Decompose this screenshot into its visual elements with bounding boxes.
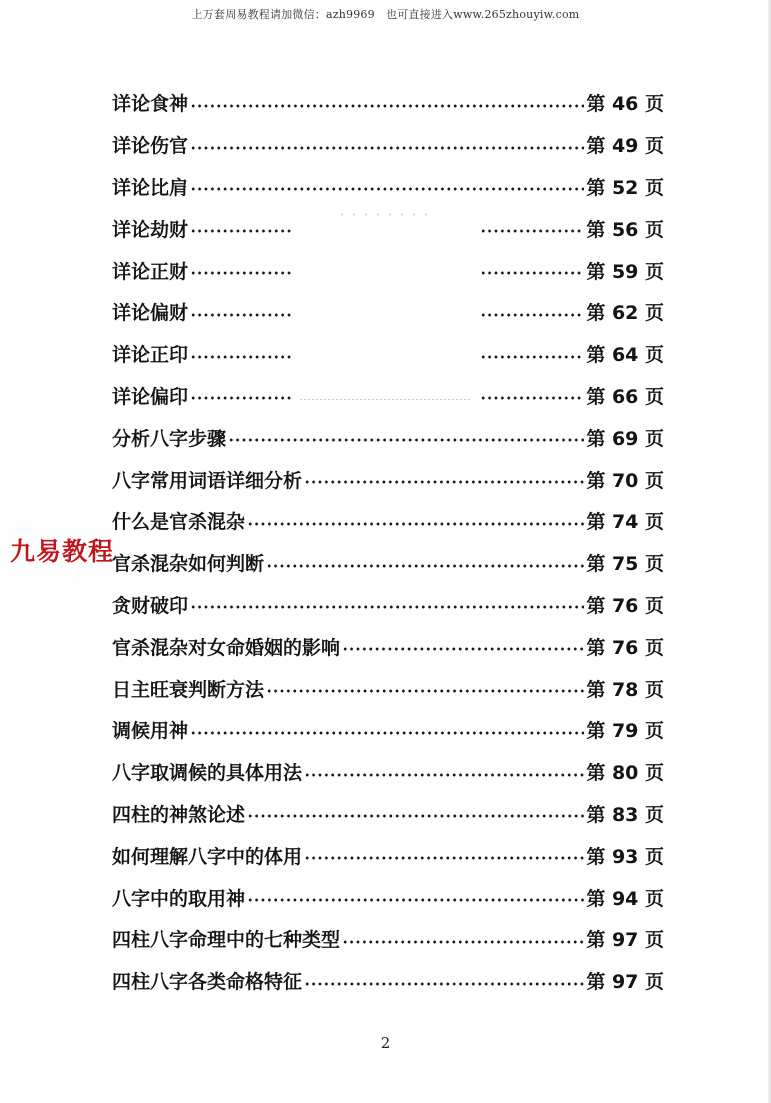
toc-leader-segment [480,355,584,359]
toc-entry-page: 第 76 页 [586,636,664,659]
toc-entry-title: 四柱八字命理中的七种类型 [112,929,341,952]
toc-entry [112,458,664,500]
toc-entry-title: 什么是官杀混杂 [112,511,246,534]
toc-entry [112,207,664,249]
toc-entry-page: 第 80 页 [586,762,664,785]
toc-leader-segment [190,355,294,359]
toc-entry-title: 调候用神 [112,720,189,743]
toc-leader-segment [480,396,584,400]
table-of-contents [112,82,664,1002]
toc-entry-page: 第 49 页 [586,135,664,158]
toc-entry-page: 第 56 页 [586,218,664,241]
toc-entry-title: 八字中的取用神 [112,887,246,910]
toc-leader-dots [190,271,584,275]
toc-entry-title: 详论正财 [112,260,189,283]
toc-entry-title: 四柱的神煞论述 [112,803,246,826]
toc-entry [112,542,664,584]
toc-entry-page: 第 97 页 [586,929,664,952]
toc-entry-title: 详论正印 [112,344,189,367]
toc-entry [112,584,664,626]
toc-entry [112,82,664,124]
toc-entry-title: 如何理解八字中的体用 [112,845,303,868]
toc-entry-page: 第 97 页 [586,971,664,994]
toc-entry [112,333,664,375]
toc-entry [112,876,664,918]
toc-leader-dots [342,940,584,944]
toc-leader-dots [266,564,584,568]
toc-leader-segment [480,313,584,317]
toc-entry-page: 第 79 页 [586,720,664,743]
toc-leader-segment [190,313,294,317]
toc-entry-page: 第 83 页 [586,803,664,826]
toc-leader-dots [247,898,584,902]
toc-entry-title: 详论比肩 [112,176,189,199]
toc-entry-title: 分析八字步骤 [112,427,227,450]
toc-entry [112,667,664,709]
toc-entry [112,500,664,542]
toc-entry-title: 详论偏印 [112,385,189,408]
page-number: 2 [380,1034,391,1052]
toc-entry [112,709,664,751]
toc-entry-page: 第 52 页 [586,176,664,199]
toc-leader-dots [304,856,584,860]
toc-entry-page: 第 94 页 [586,887,664,910]
toc-entry-title: 详论食神 [112,93,189,116]
toc-entry-title: 八字常用词语详细分析 [112,469,303,492]
toc-entry-title: 官杀混杂如何判断 [112,553,265,576]
toc-entry-page: 第 59 页 [586,260,664,283]
toc-leader-dots [304,982,584,986]
toc-leader-segment [190,396,294,400]
toc-entry-title: 贪财破印 [112,594,189,617]
toc-leader-segment [190,229,294,233]
toc-leader-dots [342,647,584,651]
toc-entry [112,375,664,417]
toc-leader-segment [480,271,584,275]
toc-entry-page: 第 74 页 [586,511,664,534]
toc-leader-segment [190,271,294,275]
toc-entry-page: 第 70 页 [586,469,664,492]
toc-entry-page: 第 75 页 [586,553,664,576]
toc-entry [112,918,664,960]
toc-leader-dots [190,187,584,191]
toc-entry [112,166,664,208]
toc-entry-title: 详论劫财 [112,218,189,241]
toc-entry-title: 日主旺衰判断方法 [112,678,265,701]
toc-entry [112,291,664,333]
header-note: 上万套周易教程请加微信：azh9969 也可直接进入www.265zhouyiw.com [191,8,580,21]
toc-entry-title: 官杀混杂对女命婚姻的影响 [112,636,341,659]
toc-leader-dots [190,355,584,359]
toc-entry-page: 第 66 页 [586,385,664,408]
toc-entry-title: 四柱八字各类命格特征 [112,971,303,994]
toc-leader-dots [190,229,584,233]
toc-leader-dots [266,689,584,693]
toc-entry [112,249,664,291]
toc-leader-dots [190,146,584,150]
toc-leader-dots [190,104,584,108]
toc-leader-dots [190,396,584,400]
toc-leader-dots [228,438,584,442]
toc-entry-page: 第 76 页 [586,594,664,617]
toc-entry-page: 第 64 页 [586,344,664,367]
toc-entry [112,124,664,166]
toc-leader-dots [190,605,584,609]
toc-entry [112,834,664,876]
toc-entry [112,751,664,793]
toc-leader-dots [304,773,584,777]
toc-entry [112,960,664,1002]
toc-leader-segment [480,229,584,233]
toc-leader-dots [247,522,584,526]
toc-entry [112,416,664,458]
toc-entry-page: 第 69 页 [586,427,664,450]
toc-entry-title: 详论偏财 [112,302,189,325]
toc-entry [112,793,664,835]
watermark-logo: 九易教程 [10,537,115,566]
toc-leader-dots [304,480,584,484]
toc-leader-dots [247,814,584,818]
toc-entry-page: 第 46 页 [586,93,664,116]
toc-entry-title: 详论伤官 [112,135,189,158]
toc-entry [112,625,664,667]
toc-entry-page: 第 62 页 [586,302,664,325]
toc-entry-page: 第 93 页 [586,845,664,868]
toc-entry-page: 第 78 页 [586,678,664,701]
toc-leader-dots [190,731,584,735]
toc-entry-title: 八字取调候的具体用法 [112,762,303,785]
toc-leader-dots [190,313,584,317]
